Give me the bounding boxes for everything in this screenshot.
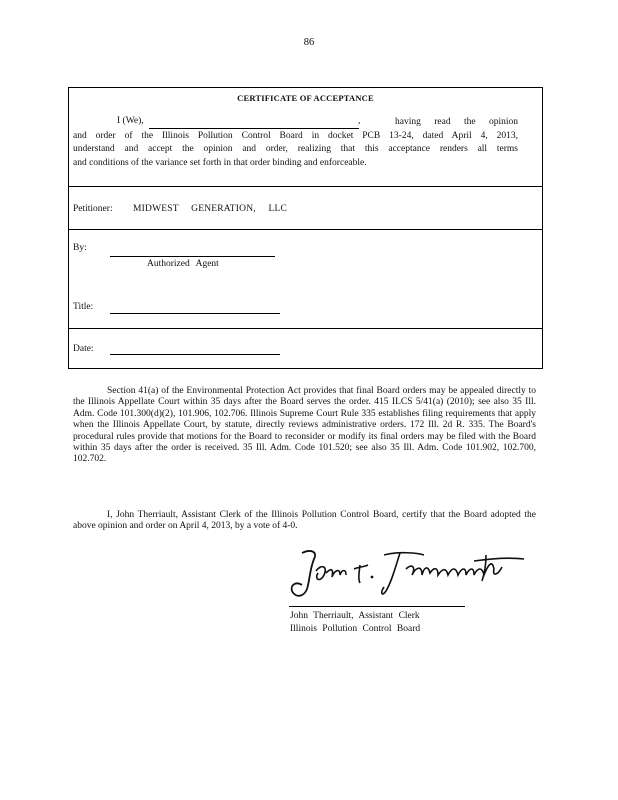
clerk-certification-paragraph [73, 510, 536, 533]
petitioner-value: MIDWEST GENERATION, LLC [133, 204, 287, 214]
petitioner-label: Petitioner: [73, 204, 113, 214]
certificate-title: CERTIFICATE OF ACCEPTANCE [237, 93, 374, 103]
clerk-name-title: John Therriault, Assistant Clerk [290, 611, 420, 621]
page-number: 86 [303, 37, 315, 48]
by-signature-line[interactable] [110, 256, 275, 257]
date-field-line[interactable] [110, 354, 280, 355]
appeal-rights-text: Section 41(a) of the Environmental Protection Act provides that final Board orders may be appealed directly to the Illinois Appellate Court within 35 days after the Board serves the order. 415 ILCS 5/41(a) (2010); see also 35 Ill. Adm. Code 101.300(d)(2), 101.906, 102.706. Illinois Supreme Court Rule 335 establishes filing requirements that apply when the Illinois Appellate Court, by statute, directly reviews administrative orders. 172 Ill. 2d R. 335. The Board's procedural rules provide that motions for the Board to reconsider or modify its final orders may be filed with the Board within 35 days after the order is received. 35 Ill. Adm. Code 101.520; see also 35 Ill. Adm. Code 101.902, 102.700, 102.702. [73, 386, 536, 465]
certificate-of-acceptance-form [68, 87, 543, 369]
clerk-certification-text: I, John Therriault, Assistant Clerk of the Illinois Pollution Control Board, certify that the Board adopted the above opinion and order on April 4, 2013, by a vote of 4-0. [73, 510, 536, 532]
statement-line-4: and conditions of the variance set forth in that order binding and enforceable. [73, 157, 367, 168]
certificate-statement [73, 116, 518, 170]
appeal-rights-paragraph [73, 386, 536, 466]
handwritten-signature [288, 545, 528, 605]
statement-line-2: and order of the Illinois Pollution Control Board in docket PCB 13-24, dated April 4, 2013, [73, 130, 518, 141]
clerk-signature-line [289, 606, 465, 607]
clerk-signature-block [290, 610, 420, 636]
title-label: Title: [73, 302, 94, 312]
opening-text: I (We), [117, 116, 144, 126]
comma-text: , [358, 116, 361, 126]
signature-section [69, 229, 542, 329]
by-label: By: [73, 243, 87, 253]
date-label: Date: [73, 344, 94, 354]
authorized-agent-caption: Authorized Agent [147, 259, 219, 269]
title-field-line[interactable] [110, 313, 280, 314]
statement-line-1: having read the opinion [395, 117, 518, 127]
clerk-organization: Illinois Pollution Control Board [290, 624, 421, 634]
statement-line-3: understand and accept the opinion and order, realizing that this acceptance renders all terms [73, 144, 518, 155]
date-section [69, 328, 542, 369]
